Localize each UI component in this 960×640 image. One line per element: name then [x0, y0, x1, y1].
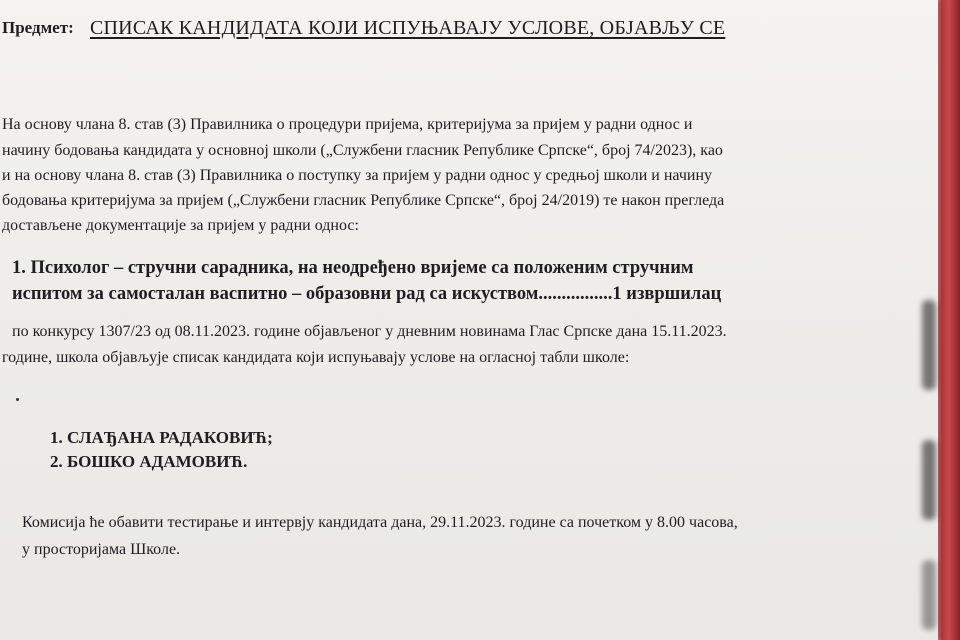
candidate-item: 1. СЛАЂАНА РАДАКОВИЋ;: [50, 428, 273, 447]
closing-line: Комисија ће обавити тестирање и интервју кандидата дана, 29.11.2023. године са почетком у 8.00 часова,: [22, 514, 738, 531]
ink-smudge: [922, 300, 936, 390]
subject-title: СПИСАК КАНДИДАТА КОЈИ ИСПУЊАВАЈУ УСЛОВЕ, ОБЈАВЉУ СЕ: [90, 17, 726, 39]
intro-line: бодовања критеријума за пријем („Службени гласник Републике Српске“, број 24/2019) те након прегледа: [2, 192, 725, 209]
position-line: 1. Психолог – стручни сарадника, на неодређено вријеме са положеним стручним: [12, 258, 694, 278]
competition-line: по конкурсу 1307/23 од 08.11.2023. године објављеног у дневним новинама Глас Српске дана 15.11.2023.: [12, 323, 727, 340]
intro-line: достављене документације за пријем у радни однос:: [2, 217, 359, 234]
ink-smudge: [922, 560, 936, 630]
closing-line: у просторијама Школе.: [22, 541, 181, 558]
intro-line: На основу члана 8. став (3) Правилника о процедури пријема, критеријума за пријем у радни однос и: [2, 116, 693, 133]
ink-smudge: [922, 440, 936, 520]
competition-line: године, школа објављује списак кандидата који испуњавају услове на огласној табли школе:: [2, 349, 630, 366]
stray-dot: [16, 398, 19, 401]
intro-line: и на основу члана 8. став (3) Правилника о поступку за пријем у радни однос у средњој школи и начину: [2, 167, 713, 184]
subject-label: Предмет:: [2, 18, 74, 37]
position-line: испитом за самосталан васпитно – образовни рад са искуством................1 извршилац: [12, 284, 722, 304]
candidate-item: 2. БОШКО АДАМОВИЋ.: [50, 452, 248, 471]
intro-line: начину бодовања кандидата у основној школи („Службени гласник Републике Српске“, број 74/2023), као: [2, 142, 723, 159]
